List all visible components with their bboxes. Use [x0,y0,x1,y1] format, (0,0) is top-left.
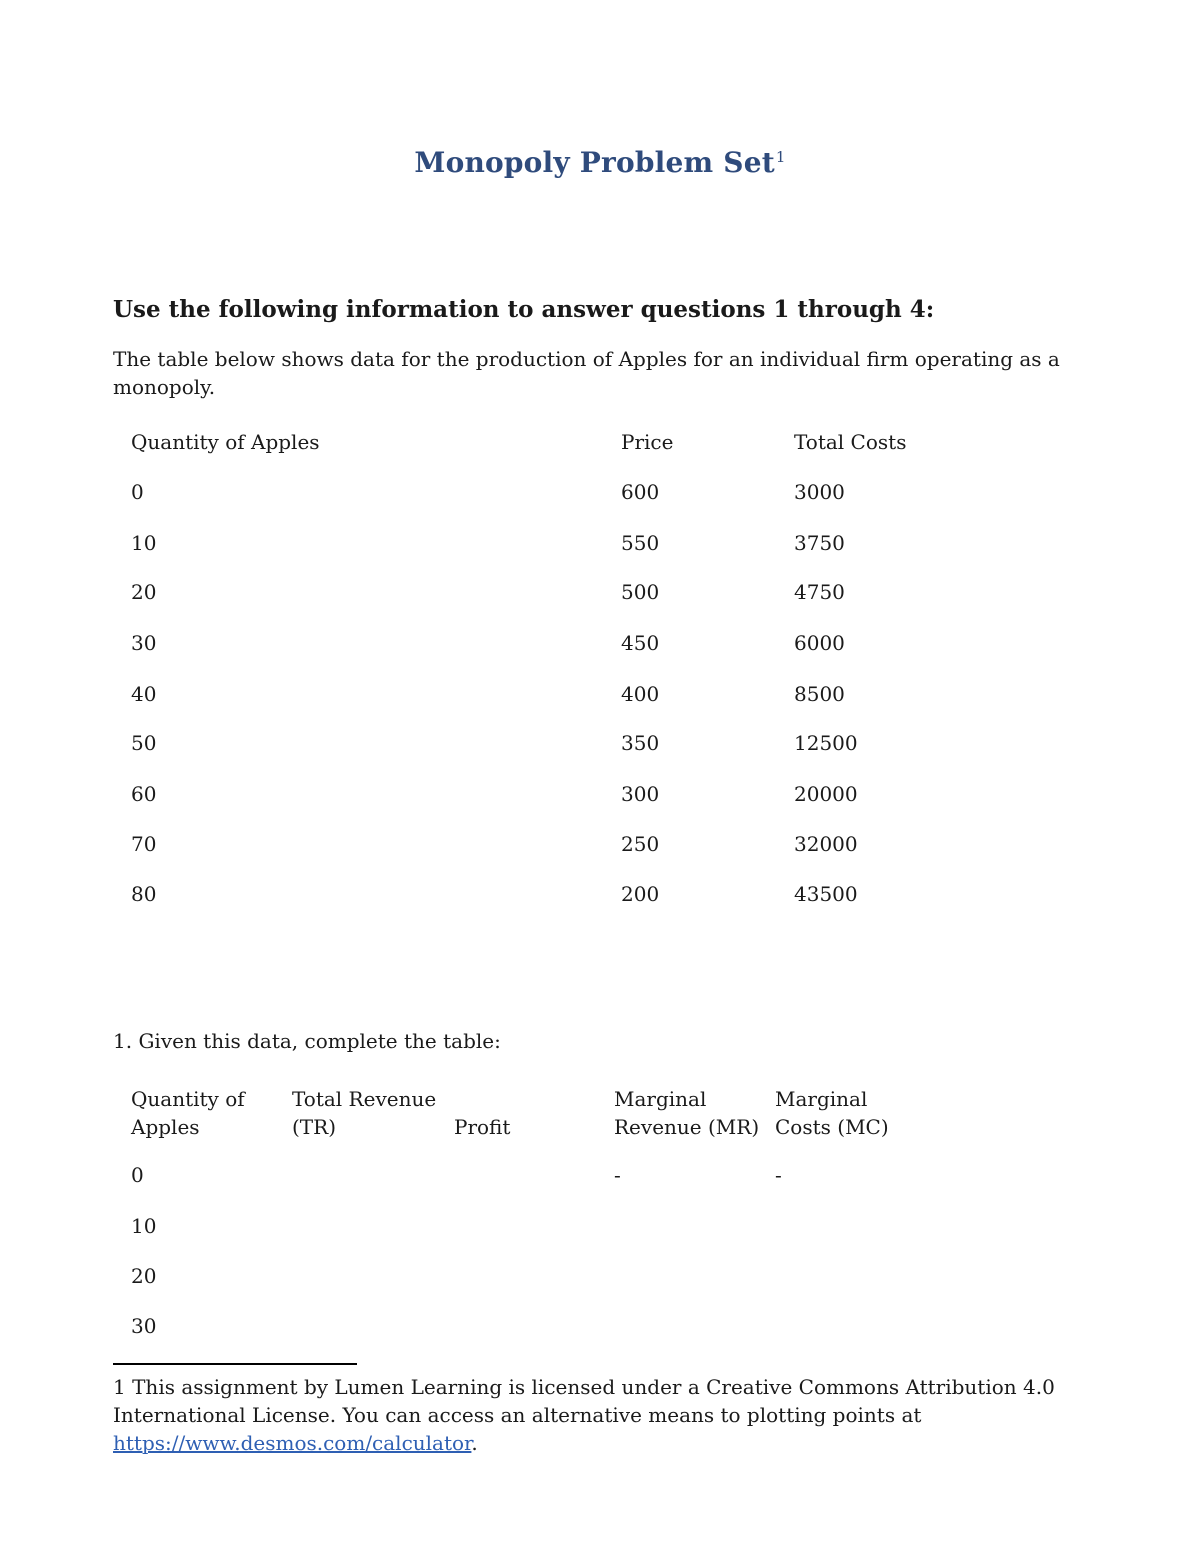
table1-cell: 600 [621,480,660,504]
footnote-text: This assignment by Lumen Learning is licensed under a Creative Commons Attribution 4.0 International License. You can access an alternative means to plotting points at [113,1375,1055,1427]
intro-paragraph: The table below shows data for the production of Apples for an individual firm operating as a monopoly. [113,347,1060,399]
header-line: (TR) [292,1115,337,1139]
table2-cell: 10 [131,1214,157,1238]
header-line: Quantity of [131,1087,245,1111]
table1-cell: 500 [621,580,660,604]
table2-header-marginal-revenue [614,1085,759,1141]
table1-cell: 20 [131,580,157,604]
table1-cell: 400 [621,682,660,706]
header-line: Costs (MC) [775,1115,889,1139]
table2-cell: - [614,1163,621,1187]
table1-cell: 0 [131,480,144,504]
table1-cell: 80 [131,882,157,906]
table1-header-quantity: Quantity of Apples [131,430,320,454]
header-line: Total Revenue [292,1087,437,1111]
table1-cell: 10 [131,531,157,555]
section-heading: Use the following information to answer questions 1 through 4: [113,296,935,323]
table2-header-profit [454,1085,510,1141]
header-line: Marginal [614,1087,707,1111]
table1-cell: 40 [131,682,157,706]
footnote-separator [113,1363,357,1365]
footnote [113,1373,1073,1457]
footnote-mark: 1 [113,1375,126,1399]
footnote-trailing: . [471,1431,478,1455]
table1-cell: 50 [131,731,157,755]
table2-header-marginal-costs [775,1085,889,1141]
table2-cell: - [775,1163,782,1187]
page-title [0,146,1200,179]
table1-cell: 450 [621,631,660,655]
table1-cell: 12500 [794,731,858,755]
table2-cell: 30 [131,1314,157,1338]
table2-cell: 20 [131,1264,157,1288]
table1-cell: 6000 [794,631,845,655]
table1-cell: 250 [621,832,660,856]
table1-cell: 32000 [794,832,858,856]
table2-header-quantity [131,1085,245,1141]
table1-cell: 3750 [794,531,845,555]
title-text: Monopoly Problem Set [414,146,775,179]
question-1: 1. Given this data, complete the table: [113,1029,501,1053]
table1-cell: 20000 [794,782,858,806]
table2-cell: 0 [131,1163,144,1187]
header-line: Profit [454,1115,511,1139]
header-line [454,1085,510,1113]
table1-cell: 8500 [794,682,845,706]
table1-cell: 43500 [794,882,858,906]
table1-cell: 350 [621,731,660,755]
table1-cell: 4750 [794,580,845,604]
header-line: Apples [131,1115,200,1139]
header-line: Marginal [775,1087,868,1111]
table1-header-price: Price [621,430,674,454]
table1-header-total-costs: Total Costs [794,430,907,454]
table1-cell: 550 [621,531,660,555]
table1-cell: 200 [621,882,660,906]
table1-cell: 30 [131,631,157,655]
header-line: Revenue (MR) [614,1115,760,1139]
table1-cell: 60 [131,782,157,806]
title-footnote-mark[interactable]: 1 [775,148,786,166]
desmos-link[interactable]: https://www.desmos.com/calculator [113,1431,472,1455]
table1-cell: 3000 [794,480,845,504]
table1-cell: 70 [131,832,157,856]
table1-cell: 300 [621,782,660,806]
table2-header-total-revenue [292,1085,436,1141]
